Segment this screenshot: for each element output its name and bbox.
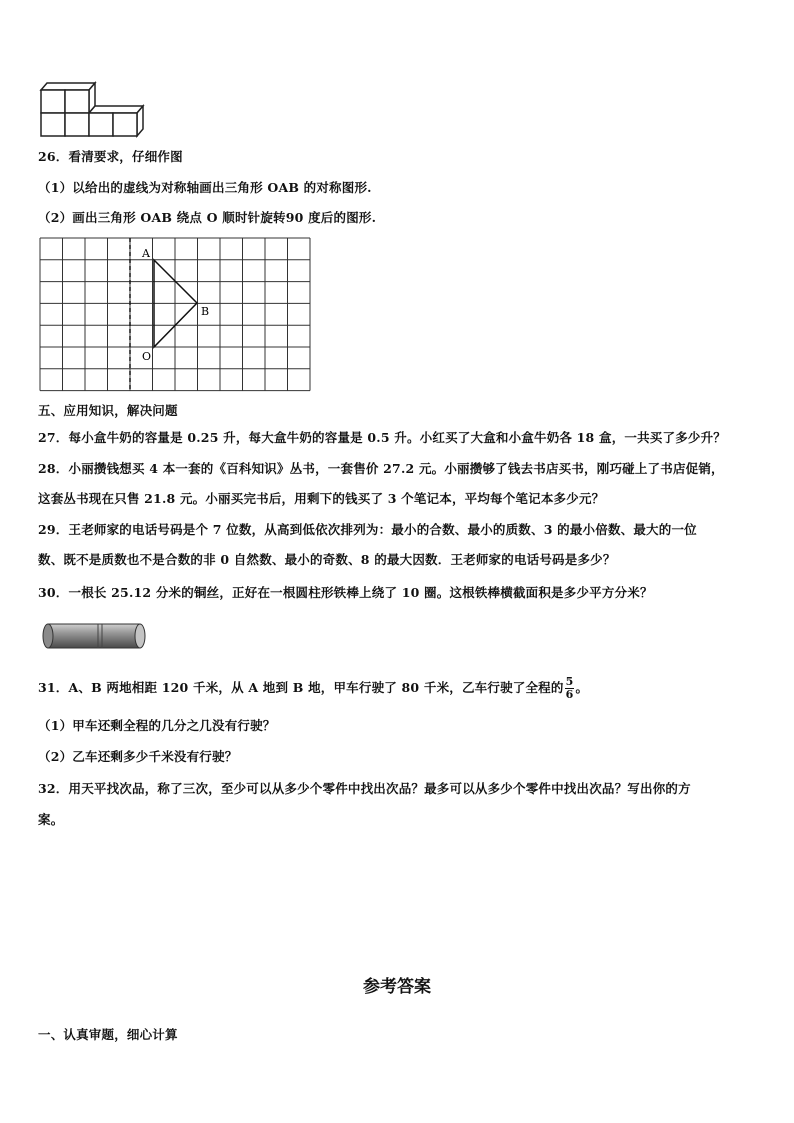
fraction-numerator: 5 xyxy=(565,675,574,688)
question-31-stem: 31．A、B 两地相距 120 千米，从 A 地到 B 地，甲车行驶了 80 千米，乙车行驶了全程的 xyxy=(38,680,564,695)
label-a: A xyxy=(142,247,150,260)
answer-title: 参考答案 xyxy=(363,977,431,997)
question-30: 30．一根长 25.12 分米的铜丝，正好在一根圆柱形铁棒上绕了 10 圈。这根铁棒横截面积是多少平方分米？ xyxy=(38,585,653,600)
question-27: 27．每小盒牛奶的容量是 0.25 升，每大盒牛奶的容量是 0.5 升。小红买了大盒和小盒牛奶各 18 盒，一共买了多少升？ xyxy=(38,430,726,445)
question-31-stem-end: 。 xyxy=(575,680,589,695)
label-o: O xyxy=(142,350,152,363)
question-29-line2: 数、既不是质数也不是合数的非 0 自然数、最小的奇数、8 的最大因数．王老师家的电话号码是多少？ xyxy=(38,552,616,567)
grid-figure xyxy=(38,236,328,396)
question-32-line1: 32．用天平找次品，称了三次，至少可以从多少个零件中找出次品？最多可以从多少个零件中找出次品？写出你的方 xyxy=(38,781,691,796)
question-26-title: 26．看清要求，仔细作图 xyxy=(38,149,183,164)
question-31 xyxy=(38,676,588,701)
cube-figure xyxy=(38,78,158,138)
fraction-five-sixths xyxy=(565,676,575,701)
question-31-part2: （2）乙车还剩多少千米没有行驶？ xyxy=(38,749,238,764)
section-5-heading: 五、应用知识，解决问题 xyxy=(38,403,178,418)
question-28-line2: 这套丛书现在只售 21.8 元。小丽买完书后，用剩下的钱买了 3 个笔记本，平均每个笔记本多少元？ xyxy=(38,491,605,506)
question-26-part2: （2）画出三角形 OAB 绕点 O 顺时针旋转90 度后的图形. xyxy=(38,210,377,225)
question-28-line1: 28．小丽攒钱想买 4 本一套的《百科知识》丛书，一套售价 27.2 元。小丽攒够了钱去书店买书，刚巧碰上了书店促销， xyxy=(38,461,724,476)
question-32-line2: 案。 xyxy=(38,812,64,827)
fraction-denominator: 6 xyxy=(565,688,574,701)
answer-section-1: 一、认真审题，细心计算 xyxy=(38,1027,178,1042)
question-26-part1: （1）以给出的虚线为对称轴画出三角形 OAB 的对称图形. xyxy=(38,180,372,195)
iron-rod-image xyxy=(40,618,150,654)
question-31-part1: （1）甲车还剩全程的几分之几没有行驶？ xyxy=(38,718,276,733)
question-29-line1: 29．王老师家的电话号码是个 7 位数，从高到低依次排列为：最小的合数、最小的质数、3 的最小倍数、最大的一位 xyxy=(38,522,697,537)
label-b: B xyxy=(201,305,210,318)
